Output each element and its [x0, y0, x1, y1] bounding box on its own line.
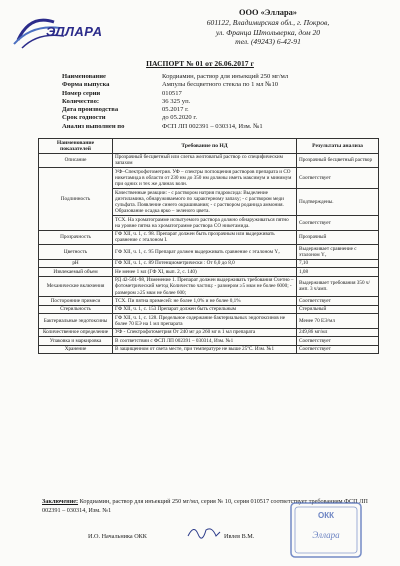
- info-row: [62, 73, 382, 81]
- table-row: [39, 268, 379, 276]
- table-row: [39, 168, 379, 189]
- table-row: [39, 345, 379, 353]
- row-requirement: Прозрачный бесцветный или слегка желтоватый раствор со специфическим запахом: [113, 153, 297, 168]
- row-name: Подлинность: [39, 168, 113, 230]
- info-row: [62, 114, 382, 122]
- row-result: Соответствует: [297, 345, 379, 353]
- conclusion-label: Заключение:: [42, 498, 79, 505]
- info-label: Срок годности: [62, 114, 106, 122]
- info-label: Дата производства: [62, 106, 119, 114]
- conclusion-text: Кордиамин, раствор для инъекций 250 мг/мл, серия № 10, серия 010517 соответствует требованиям ФСП ЛП 002391 – 030314, Изм. №1: [42, 498, 368, 514]
- company-address-1: 601122, Владимирская обл., г. Покров,: [206, 17, 330, 27]
- row-result: Выдерживает требования 350 ч/амп. 3 ч/амп.: [297, 276, 379, 297]
- info-label: Наименование: [62, 73, 106, 80]
- table-row: [39, 245, 379, 260]
- info-row: [62, 106, 382, 114]
- row-name: Хранение: [39, 345, 113, 353]
- company-phone: тел. (49243) 6-42-91: [235, 37, 301, 47]
- row-result: 7,10: [297, 259, 379, 267]
- row-name: Механические включения: [39, 276, 113, 297]
- row-name: Описание: [39, 153, 113, 168]
- row-requirement: В защищенном от света месте, при температуре не выше 25ºС. Изм. №1: [113, 345, 297, 353]
- info-value: Ампулы бесцветного стекла по 1 мл №10: [162, 81, 279, 89]
- row-name: Упаковка и маркировка: [39, 337, 113, 345]
- info-label: Анализ выполнен по: [62, 122, 125, 130]
- row-name: pH: [39, 259, 113, 267]
- row-name: Прозрачность: [39, 230, 113, 245]
- info-value: 36 325 уп.: [162, 97, 191, 105]
- table-header-row: [39, 139, 379, 154]
- info-row: [62, 81, 382, 89]
- company-stamp: [288, 500, 364, 560]
- row-result: 249,86 мг/мл: [297, 328, 379, 336]
- row-result: Соответствует: [297, 297, 379, 305]
- table-row: [39, 328, 379, 336]
- company-address-2: ул. Франца Штольверка, дом 20: [215, 27, 321, 37]
- row-requirement: Качественные реакции: - с раствором натрия гидроксида: Выделение диэтиламина, обнаруживаемого по характерному запаху; - с раствором меди сульфата. Появление синего окрашивания; - с раствором роданида аммония. Образование осадка ярко – зеленого цвета.: [113, 188, 297, 215]
- row-requirement: УФ–Спектрофотометрия. УФ – спектры поглощения растворов препарата и СО никетамида в области от 230 нм до 350 нм должны иметь максимум и минимум при одних и тех же длинах волн.: [113, 168, 297, 189]
- logo-text: ЭЛЛАРА: [46, 24, 103, 39]
- stamp-center-text: Эллара: [312, 530, 340, 540]
- table-row: [39, 259, 379, 267]
- info-value: 010517: [162, 89, 182, 97]
- info-row: [62, 123, 382, 131]
- column-header: Требование по НД: [113, 139, 297, 154]
- row-requirement: ГФ XII, ч. 1, с. 153 Препарат должен быть стерильным: [113, 305, 297, 313]
- row-requirement: ТСХ. Пи пятна примесей: не более 1,0% и не более 0,1%: [113, 297, 297, 305]
- specification-table: [38, 138, 379, 354]
- row-name: Извлекаемый объем: [39, 268, 113, 276]
- row-requirement: ГФ XII, ч. 1, с. 95 Препарат должен выдерживать сравнение с эталоном Y₇: [113, 245, 297, 260]
- column-header: Наименование показателей: [39, 139, 113, 154]
- row-result: Соответствует: [297, 337, 379, 345]
- row-requirement: РД 42-501-98, Изменение 1. Препарат должен выдерживать требования Счетно – фотометрический метод Количество частиц: - размером ≥5 мкм не более 6000; - размером ≥25 мкм не более 600;: [113, 276, 297, 297]
- row-requirement: ГФ XII, ч. 1, с. 98. Препарат должен быть прозрачным или выдерживать сравнение с эталоном I.: [113, 230, 297, 245]
- table-row: [39, 230, 379, 245]
- info-label: Количество:: [62, 97, 100, 105]
- info-label: Форма выпуска: [62, 81, 110, 89]
- info-row: [62, 98, 382, 106]
- row-result: Соответствует: [297, 168, 379, 189]
- row-requirement: УФ - Спектрофотометрия От 240 мг до 260 мг в 1 мл препарата: [113, 328, 297, 336]
- row-result: Прозрачный бесцветный раствор: [297, 153, 379, 168]
- row-name: Стерильность: [39, 305, 113, 313]
- info-value: 05.2017 г.: [162, 106, 189, 114]
- row-name: Цветность: [39, 245, 113, 260]
- column-header: Результаты анализа: [297, 139, 379, 154]
- info-row: [62, 90, 382, 98]
- row-result: Подтверждены.: [297, 188, 379, 215]
- table-row: [39, 337, 379, 345]
- company-name: ООО «Эллара»: [238, 8, 297, 17]
- row-result: Соответствует: [297, 215, 379, 230]
- row-requirement: ГФ XII, ч. 1, с. 89 Потенциометрически : От 6,0 до 8,0: [113, 259, 297, 267]
- product-info: [62, 73, 382, 131]
- row-result: Менее 70 ЕЭ/мл: [297, 314, 379, 329]
- row-result: Стерильный: [297, 305, 379, 313]
- signatory-title: И.О. Начальника ОКК: [88, 533, 147, 540]
- row-result: Выдерживает сравнение с эталоном Y₇: [297, 245, 379, 260]
- table-row: [39, 314, 379, 329]
- row-name: Количественное определение: [39, 328, 113, 336]
- table-row: [39, 305, 379, 313]
- row-requirement: ГФ XII, ч. 1, с. 128. Предельное содержание бактериальных эндотоксинов не более 70 ЕЭ на 1 мл препарата: [113, 314, 297, 329]
- row-name: Посторонние примеси: [39, 297, 113, 305]
- row-name: Бактериальные эндотоксины: [39, 314, 113, 329]
- company-header: [168, 8, 368, 47]
- stamp-top-text: ОКК: [318, 511, 334, 520]
- signatory-name: Ивлев В.М.: [224, 533, 255, 540]
- row-requirement: В соответствии с ФСП ЛП 002391 – 030314, Изм. №1: [113, 337, 297, 345]
- table-row: [39, 297, 379, 305]
- info-label: Номер серии: [62, 89, 101, 97]
- passport-title: ПАСПОРТ № 01 от 26.06.2017 г: [146, 59, 254, 68]
- row-requirement: ТСХ. На хроматограмме испытуемого раствора должно обнаруживаться пятно на уровне пятна на хроматограмме раствора СО никетамида.: [113, 215, 297, 230]
- info-value: ФСП ЛП 002391 – 030314, Изм. №1: [162, 122, 263, 130]
- row-result: 1,08: [297, 268, 379, 276]
- table-row: [39, 153, 379, 168]
- row-result: Прозрачный: [297, 230, 379, 245]
- handwritten-signature: [186, 522, 222, 542]
- info-value: до 05.2020 г.: [162, 114, 197, 122]
- table-row: [39, 276, 379, 297]
- row-requirement: Не менее 1 мл (ГФ XI, вып. 2, с. 140): [113, 268, 297, 276]
- info-value: Кордиамин, раствор для инъекций 250 мг/мл: [162, 73, 289, 80]
